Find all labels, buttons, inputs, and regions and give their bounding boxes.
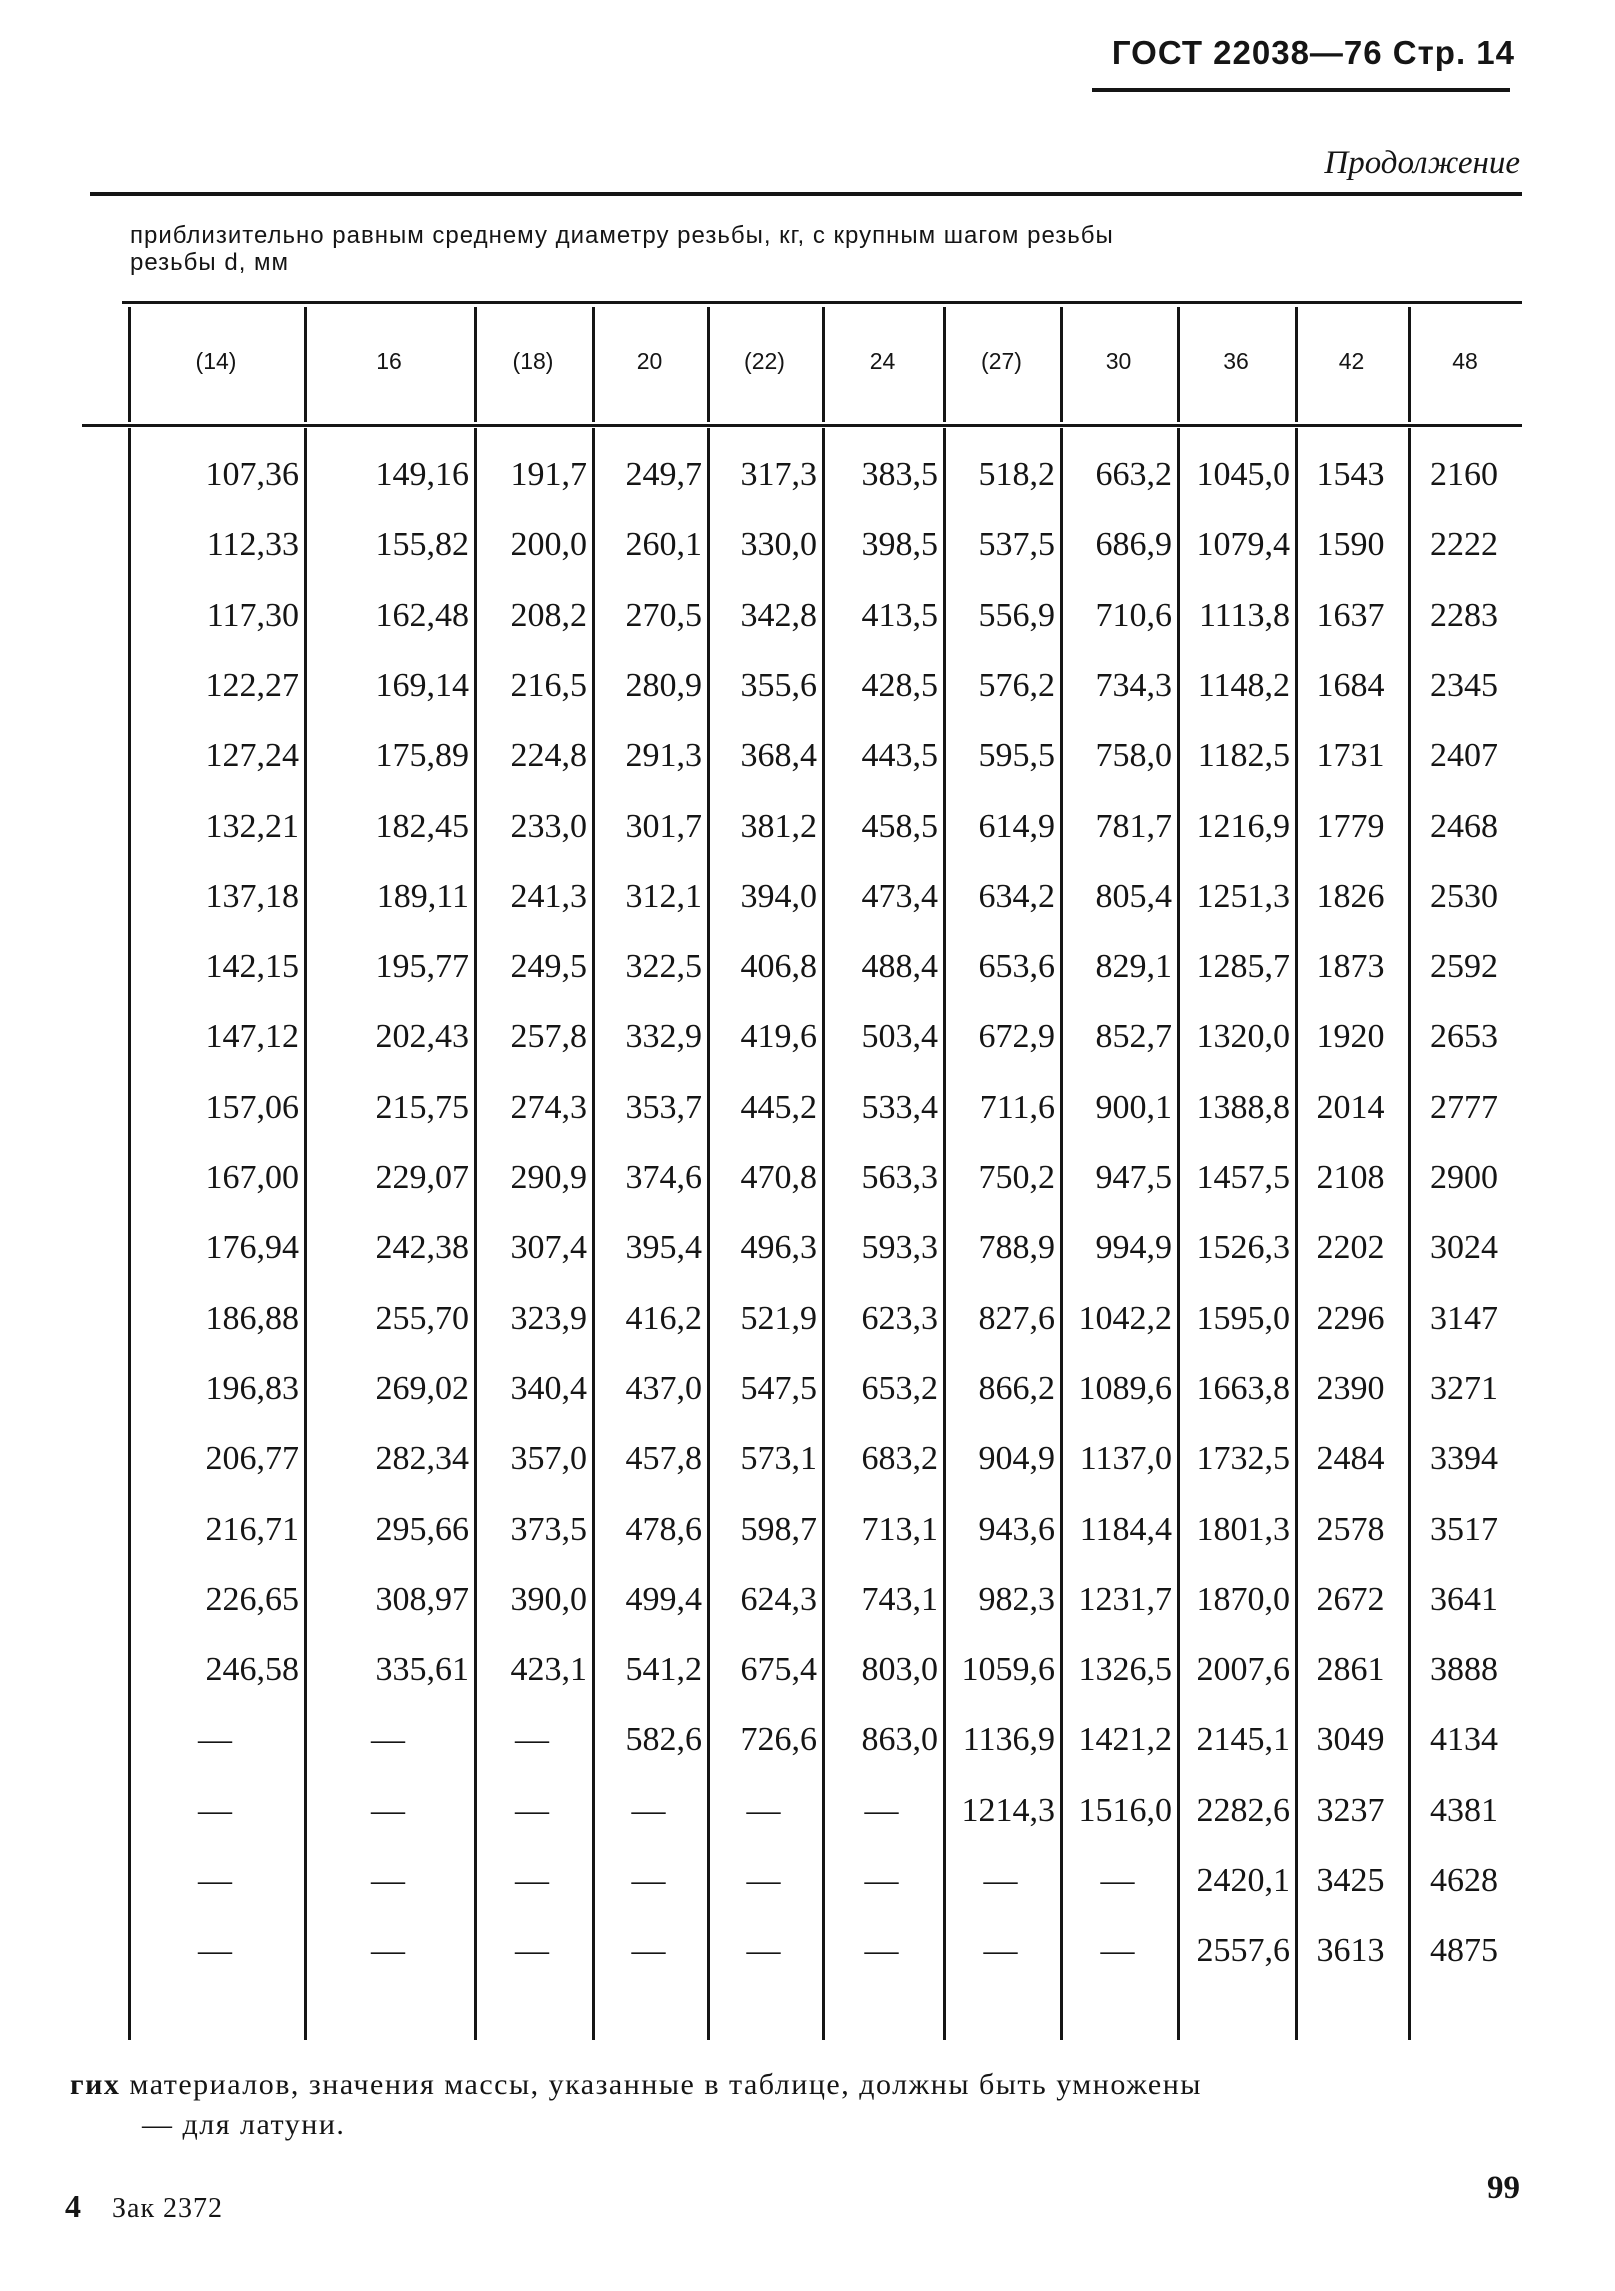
- footnote-line-1: материалов, значения массы, указанные в таблице, должны быть умножены: [129, 2068, 1202, 2101]
- table-cell: 1526,3: [1196, 1229, 1290, 1267]
- table-cell: 675,4: [740, 1651, 817, 1689]
- table-cell: 4628: [1430, 1862, 1498, 1899]
- table-cell: 1421,2: [1078, 1721, 1172, 1759]
- table-cell: 216,71: [205, 1510, 299, 1548]
- table-cell: 191,7: [510, 456, 587, 493]
- table-cell: 3517: [1430, 1510, 1498, 1548]
- table-cell: 249,5: [510, 948, 587, 986]
- table-cell: 2468: [1430, 807, 1498, 845]
- standard-title: ГОСТ 22038—76 Стр. 14: [1111, 34, 1515, 71]
- table-cell: 478,6: [625, 1510, 702, 1548]
- footnote-line-2: — для латуни.: [142, 2108, 346, 2141]
- table-cell: —: [864, 1932, 899, 1970]
- table-cell: 2160: [1430, 456, 1498, 493]
- table-cell: 537,5: [978, 526, 1055, 564]
- table-cell: 2390: [1316, 1369, 1385, 1407]
- table-cell: 257,8: [510, 1018, 587, 1056]
- table-cell: 710,6: [1095, 596, 1172, 634]
- table-cell: 653,2: [861, 1369, 938, 1407]
- table-cell: 2283: [1430, 596, 1498, 634]
- table-cell: 1920: [1316, 1018, 1385, 1056]
- table-cell: 2861: [1316, 1651, 1385, 1689]
- table-cell: 169,14: [375, 666, 469, 704]
- table-cell: 982,3: [978, 1580, 1055, 1618]
- header-bottom-rule: [82, 424, 1522, 427]
- table-cell: 373,5: [510, 1510, 587, 1548]
- page-number: 99: [1487, 2170, 1520, 2206]
- table-cell: —: [198, 1721, 232, 1759]
- table-cell: 4381: [1430, 1791, 1498, 1829]
- table-cell: 488,4: [861, 948, 938, 986]
- table-cell: —: [864, 1862, 899, 1899]
- table-cell: 282,34: [375, 1440, 469, 1478]
- table-cell: 556,9: [978, 596, 1055, 634]
- table-cell: 157,06: [205, 1088, 299, 1126]
- table-cell: 4134: [1430, 1721, 1498, 1759]
- table-cell: 1663,8: [1196, 1369, 1290, 1407]
- table-cell: 943,6: [978, 1510, 1055, 1548]
- table-cell: 323,9: [510, 1299, 587, 1337]
- order-label: Зак 2372: [112, 2193, 224, 2224]
- table-cell: 226,65: [205, 1580, 299, 1618]
- table-cell: 355,6: [740, 666, 817, 704]
- table-cell: 269,02: [375, 1369, 469, 1407]
- table-cell: 904,9: [978, 1440, 1055, 1478]
- table-cell: 295,66: [375, 1510, 469, 1548]
- caption-rule: [122, 301, 1522, 304]
- table-cell: 332,9: [625, 1018, 702, 1056]
- table-cell: 863,0: [861, 1721, 938, 1759]
- table-cell: 443,5: [861, 737, 938, 775]
- caption-line-1: приблизительно равным среднему диаметру резьбы, кг, с крупным шагом резьбы: [130, 222, 1114, 249]
- table-cell: 3394: [1430, 1440, 1498, 1478]
- table-cell: 1731: [1316, 737, 1385, 775]
- table-cell: —: [631, 1791, 666, 1829]
- table-cell: 189,11: [376, 877, 469, 915]
- table-cell: 416,2: [625, 1299, 702, 1337]
- table-cell: —: [371, 1932, 405, 1970]
- table-cell: 2420,1: [1196, 1862, 1290, 1899]
- table-cell: 149,16: [375, 456, 469, 493]
- order-number: [65, 2188, 223, 2225]
- table-cell: 1045,0: [1196, 456, 1290, 493]
- table-cell: 2653: [1430, 1018, 1498, 1056]
- table-cell: 274,3: [510, 1088, 587, 1126]
- table-cell: 196,83: [205, 1369, 299, 1407]
- table-cell: 1136,9: [962, 1721, 1055, 1759]
- table-cell: 1684: [1316, 666, 1385, 704]
- table-cell: 533,4: [861, 1088, 938, 1126]
- table-cell: 206,77: [205, 1440, 299, 1478]
- table-cell: 117,30: [206, 596, 299, 634]
- table-cell: 1089,6: [1078, 1369, 1172, 1407]
- table-cell: 457,8: [625, 1440, 702, 1478]
- table-cell: 390,0: [510, 1580, 587, 1618]
- table-cell: 758,0: [1095, 737, 1172, 775]
- column-header: 48: [1452, 348, 1478, 374]
- table-cell: 186,88: [205, 1299, 299, 1337]
- table-cell: 175,89: [375, 737, 469, 775]
- table-cell: 353,7: [625, 1088, 702, 1126]
- table-cell: 623,3: [861, 1299, 938, 1337]
- title-underline: [1092, 88, 1510, 92]
- table-cell: 829,1: [1095, 948, 1172, 986]
- table-cell: 132,21: [205, 807, 299, 845]
- table-cell: 195,77: [375, 948, 469, 986]
- table-cell: 2484: [1316, 1440, 1385, 1478]
- table-cell: —: [864, 1791, 899, 1829]
- table-cell: —: [515, 1791, 549, 1829]
- table-cell: 312,1: [625, 877, 702, 915]
- table-cell: 1214,3: [961, 1791, 1055, 1829]
- table-cell: 653,6: [978, 948, 1055, 986]
- table-cell: 1457,5: [1196, 1159, 1290, 1196]
- column-header: 24: [869, 348, 896, 374]
- column-header: (27): [981, 348, 1022, 374]
- table-cell: 781,7: [1095, 807, 1172, 845]
- table-cell: 308,97: [375, 1580, 469, 1618]
- table-cell: 900,1: [1095, 1088, 1172, 1126]
- table-cell: 2014: [1316, 1088, 1385, 1126]
- table-cell: 182,45: [375, 807, 469, 845]
- table-cell: 1320,0: [1196, 1018, 1290, 1056]
- table-cell: 1251,3: [1196, 877, 1290, 915]
- table-cell: 3024: [1430, 1229, 1498, 1267]
- table-cell: 3888: [1430, 1651, 1498, 1689]
- table-cell: 598,7: [740, 1510, 817, 1548]
- table-cell: 381,2: [740, 807, 817, 845]
- table-cell: 521,9: [740, 1299, 817, 1337]
- table-cell: 1042,2: [1078, 1299, 1172, 1337]
- table-cell: 317,3: [740, 456, 817, 493]
- table-cell: 394,0: [740, 877, 817, 915]
- table-cell: 241,3: [510, 877, 587, 915]
- table-cell: 750,2: [978, 1159, 1055, 1196]
- table-cell: 2108: [1316, 1159, 1385, 1196]
- table-cell: 686,9: [1095, 526, 1172, 564]
- column-header: 30: [1105, 348, 1132, 374]
- table-cell: 473,4: [861, 877, 938, 915]
- table-cell: 499,4: [625, 1580, 702, 1618]
- column-header: 36: [1223, 348, 1249, 374]
- table-cell: 541,2: [625, 1651, 702, 1689]
- table-cell: 260,1: [625, 526, 702, 564]
- table-cell: 208,2: [510, 596, 587, 634]
- table-cell: 672,9: [978, 1018, 1055, 1056]
- table-cell: 573,1: [740, 1440, 817, 1478]
- table-cell: 563,3: [861, 1159, 938, 1196]
- table-cell: 322,5: [625, 948, 702, 986]
- table-cell: 1137,0: [1079, 1440, 1172, 1478]
- table-cell: 803,0: [861, 1651, 938, 1689]
- table-cell: 147,12: [205, 1018, 299, 1056]
- table-cell: 1216,9: [1196, 807, 1290, 845]
- table-cell: 374,6: [625, 1159, 702, 1196]
- column-header: 16: [376, 348, 402, 374]
- table-cell: 2007,6: [1196, 1651, 1290, 1689]
- table-cell: 547,5: [740, 1369, 817, 1407]
- column-header: 42: [1338, 348, 1365, 374]
- table-cell: 1388,8: [1196, 1088, 1290, 1126]
- table-cell: 683,2: [861, 1440, 938, 1478]
- table-cell: 1870,0: [1196, 1580, 1290, 1618]
- table-cell: 335,61: [375, 1651, 469, 1689]
- table-cell: 224,8: [510, 737, 587, 775]
- table-cell: 142,15: [205, 948, 299, 986]
- table-cell: —: [746, 1862, 781, 1899]
- table-cell: 202,43: [375, 1018, 469, 1056]
- caption-line-2: резьбы d, мм: [130, 249, 290, 276]
- table-cell: 624,3: [740, 1580, 817, 1618]
- table-cell: 458,5: [861, 807, 938, 845]
- table-cell: 2145,1: [1196, 1721, 1290, 1759]
- table-cell: 595,5: [978, 737, 1055, 775]
- table-cell: 1873: [1316, 948, 1385, 986]
- table-cell: 167,00: [205, 1159, 299, 1196]
- table-cell: 1590: [1316, 526, 1385, 564]
- table-cell: 2345: [1430, 666, 1498, 704]
- table-cell: 280,9: [625, 666, 702, 704]
- table-caption: [130, 222, 1114, 276]
- table-cell: 2592: [1430, 948, 1498, 986]
- table-cell: 255,70: [375, 1299, 469, 1337]
- table-cell: —: [198, 1791, 232, 1829]
- table-cell: 866,2: [978, 1369, 1055, 1407]
- table-cell: 122,27: [205, 666, 299, 704]
- table-cell: —: [515, 1932, 549, 1970]
- table-cell: 290,9: [510, 1159, 587, 1196]
- table-cell: 2407: [1430, 737, 1498, 775]
- table-cell: 614,9: [978, 807, 1055, 845]
- table-cell: 437,0: [625, 1369, 702, 1407]
- table-cell: 663,2: [1095, 456, 1172, 493]
- table-cell: 330,0: [740, 526, 817, 564]
- table-cell: 242,38: [375, 1229, 469, 1267]
- table-cell: 496,3: [740, 1229, 817, 1267]
- table-cell: 1113,8: [1199, 596, 1290, 634]
- table-cell: 1231,7: [1078, 1580, 1172, 1618]
- table-cell: 229,07: [375, 1159, 469, 1196]
- table-cell: 634,2: [978, 877, 1055, 915]
- table-cell: 2530: [1430, 877, 1498, 915]
- table-cell: —: [746, 1791, 781, 1829]
- table-cell: 216,5: [510, 666, 587, 704]
- table-cell: 3613: [1316, 1932, 1385, 1970]
- table-cell: 518,2: [978, 456, 1055, 493]
- table-cell: 249,7: [625, 456, 702, 493]
- continuation-label: Продолжение: [1324, 145, 1520, 181]
- table-cell: 994,9: [1095, 1229, 1172, 1267]
- table-cell: —: [515, 1721, 549, 1759]
- column-header: (18): [512, 348, 554, 374]
- table-cell: 357,0: [510, 1440, 587, 1478]
- table-cell: 342,8: [740, 596, 817, 634]
- table-cell: 233,0: [510, 807, 587, 845]
- table-cell: 713,1: [861, 1510, 938, 1548]
- table-cell: 1182,5: [1197, 737, 1290, 775]
- table-cell: 788,9: [978, 1229, 1055, 1267]
- table-cell: 2222: [1430, 526, 1498, 564]
- table-cell: 2282,6: [1196, 1791, 1290, 1829]
- table-cell: 1801,3: [1196, 1510, 1290, 1548]
- table-cell: —: [515, 1862, 549, 1899]
- footnote-lead: гих: [70, 2068, 121, 2101]
- table-cell: 3049: [1316, 1721, 1385, 1759]
- table-cell: 445,2: [740, 1088, 817, 1126]
- table-cell: —: [198, 1932, 232, 1970]
- table-cell: 726,6: [740, 1721, 817, 1759]
- table-cell: 1516,0: [1078, 1791, 1172, 1829]
- table-cell: 270,5: [625, 596, 702, 634]
- table-cell: 428,5: [861, 666, 938, 704]
- table-cell: —: [1100, 1862, 1135, 1899]
- table-cell: —: [371, 1862, 405, 1899]
- table-cell: —: [1100, 1932, 1135, 1970]
- table-cell: 827,6: [978, 1299, 1055, 1337]
- table-cell: 503,4: [861, 1018, 938, 1056]
- table-cell: —: [371, 1791, 405, 1829]
- table-cell: 413,5: [861, 596, 938, 634]
- table-cell: 127,24: [205, 737, 299, 775]
- table-cell: 2900: [1430, 1159, 1498, 1196]
- table-cell: 301,7: [625, 807, 702, 845]
- table-cell: 593,3: [861, 1229, 938, 1267]
- table-cell: 215,75: [375, 1088, 469, 1126]
- table-cell: —: [371, 1721, 405, 1759]
- column-header: 20: [636, 348, 663, 374]
- column-header: (14): [195, 348, 237, 374]
- table-cell: 2296: [1316, 1299, 1385, 1337]
- table-cell: 155,82: [375, 526, 469, 564]
- table-cell: 419,6: [740, 1018, 817, 1056]
- table-cell: 2578: [1316, 1510, 1385, 1548]
- table-cell: 340,4: [510, 1369, 587, 1407]
- table-cell: 2557,6: [1196, 1932, 1290, 1970]
- table-cell: —: [983, 1862, 1018, 1899]
- table-cell: 406,8: [740, 948, 817, 986]
- table-cell: 2777: [1430, 1088, 1498, 1126]
- top-rule: [90, 192, 1522, 196]
- table-cell: 734,3: [1095, 666, 1172, 704]
- table-cell: 1595,0: [1196, 1299, 1290, 1337]
- table-cell: 3271: [1430, 1369, 1498, 1407]
- table-cell: 3147: [1430, 1299, 1498, 1337]
- table-cell: 947,5: [1095, 1159, 1172, 1196]
- table-cell: 291,3: [625, 737, 702, 775]
- table-cell: 1732,5: [1196, 1440, 1290, 1478]
- table-cell: 1059,6: [961, 1651, 1055, 1689]
- table-cell: 4875: [1430, 1932, 1498, 1970]
- column-header: (22): [744, 348, 785, 374]
- table-cell: —: [198, 1862, 232, 1899]
- table-cell: 1079,4: [1196, 526, 1290, 564]
- table-cell: 852,7: [1095, 1018, 1172, 1056]
- table-cell: 2672: [1316, 1580, 1385, 1618]
- table-cell: 137,18: [205, 877, 299, 915]
- table-cell: 1543: [1316, 456, 1385, 493]
- table-cell: 805,4: [1095, 877, 1172, 915]
- table-cell: 3641: [1430, 1580, 1498, 1618]
- table-cell: 307,4: [510, 1229, 587, 1267]
- table-cell: 395,4: [625, 1229, 702, 1267]
- table-cell: 582,6: [625, 1721, 702, 1759]
- table-cell: 1184,4: [1079, 1510, 1172, 1548]
- table-cell: —: [983, 1932, 1018, 1970]
- table-cell: 3425: [1316, 1862, 1385, 1899]
- table-cell: 2202: [1316, 1229, 1385, 1267]
- table-cell: 162,48: [375, 596, 469, 634]
- table-cell: 246,58: [205, 1651, 299, 1689]
- table-cell: 200,0: [510, 526, 587, 564]
- table-cell: 1826: [1316, 877, 1385, 915]
- table-cell: 711,6: [979, 1088, 1055, 1126]
- footnote: [70, 2065, 1202, 2145]
- table-cell: 470,8: [740, 1159, 817, 1196]
- table-cell: —: [631, 1932, 666, 1970]
- table-cell: —: [631, 1862, 666, 1899]
- table-cell: 423,1: [510, 1651, 587, 1689]
- table-cell: 1148,2: [1197, 666, 1290, 704]
- table-cell: 1779: [1316, 807, 1385, 845]
- table-cell: 107,36: [205, 456, 299, 493]
- table-cell: 383,5: [861, 456, 938, 493]
- table-cell: 1637: [1316, 596, 1385, 634]
- table-cell: 743,1: [861, 1580, 938, 1618]
- table-cell: —: [746, 1932, 781, 1970]
- table-cell: 398,5: [861, 526, 938, 564]
- table-cell: 3237: [1316, 1791, 1385, 1829]
- table-cell: 576,2: [978, 666, 1055, 704]
- table-cell: 1326,5: [1078, 1651, 1172, 1689]
- sheet-number: 4: [65, 2188, 82, 2224]
- table-cell: 112,33: [206, 526, 299, 564]
- table-cell: 368,4: [740, 737, 817, 775]
- table-cell: 1285,7: [1196, 948, 1290, 986]
- table-cell: 176,94: [205, 1229, 299, 1267]
